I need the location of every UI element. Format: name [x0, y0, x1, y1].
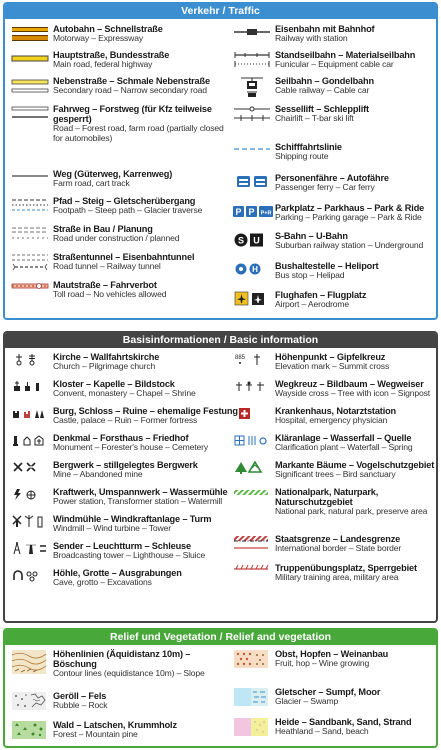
ferry-icon [233, 173, 271, 195]
railway-icon [233, 24, 271, 46]
tunnel-icon [11, 252, 49, 274]
contour-icon [11, 649, 49, 675]
mine-icon [11, 460, 49, 482]
svg-text:S: S [237, 235, 245, 246]
transmitter-icon [11, 541, 49, 563]
secondary-road-icon [11, 76, 49, 98]
orchard-icon [233, 649, 271, 671]
basic-info-legend-section: Basisinformationen / Basic information Kirche – Wallfahrtskirche Church – Pilgrimage church Kloster – Kapelle – Bildstock Convent, monastery – Chapel – Shrine Burg, Schloss – Ruine – ehemalige Festung Castle, palace – Ruin – Former fortress Denkmal – Forsthaus – Friedhof Monument – Forester's house – Cemetery Bergwerk – stillgelegtes Bergwerk Mine – Abandoned mine Kraftwerk, Umspannwerk – Wassermühle Power station, Transformer station – Watermill Windmühle – Windkraftanlage – Turm Windmill – Wind turbine – Tower Sender – Leuchtturm – Schleuse Broadcasting tower – Lighthouse – Sluice Höhle, Grotte – Ausgrabungen Cave, grotto – Excavations 885 Höhenpunkt – Gipfelkreuz Elevation mark – Summit cross Wegkreuz – Bildbaum – Wegweiser Wayside cross – Tree with icon – Signpost Krankenhaus, Notarztstation Hospital, emergency physician Kläranlage – Wasserfall – Quelle Clarification plant – Waterfall – Spring Markante Bäume – Vogelschutzgebiet Significant trees – Bird sanctuary Nationalpark, Naturpark, Naturschutzgebiet National park, natural park, preserve area Staatsgrenze – Landesgrenze International border – State border Truppenübungsplatz, Sperrgebiet Military training area, military area [3, 331, 438, 623]
monastery-icon [11, 379, 49, 401]
gondola-icon [233, 76, 271, 98]
rubble-icon [11, 691, 49, 713]
svg-text:P: P [248, 207, 255, 217]
airport-icon [233, 290, 271, 312]
basic-info-header: Basisinformationen / Basic information [5, 333, 436, 348]
summit-icon [233, 352, 271, 374]
bus-stop-icon [233, 261, 271, 283]
relief-header: Relief und Vegetation / Relief and vegetation [5, 630, 436, 645]
svg-text:885: 885 [235, 355, 246, 361]
waterfall-icon [233, 433, 271, 455]
footpath-icon [11, 196, 49, 218]
windmill-icon [11, 514, 49, 536]
svg-text:U: U [253, 235, 260, 246]
shipping-icon [233, 142, 271, 164]
castle-icon [11, 406, 49, 428]
relief-legend-section: Relief und Vegetation / Relief and vegetation Höhenlinien (Äquidistanz 10m) – Böschung Contour lines (equidistance 10m) – Slope Geröll – Fels Rubble – Rock Wald – Latschen, Krummholz Forest – Mountain pine Obst, Hopfen – Weinanbau Fruit, hop – Wine growing Gletscher – Sumpf, Moor Glacier – Swamp Heide – Sandbank, Sand, Strand Heathland – Sand, beach [3, 628, 438, 748]
wayside-cross-icon [233, 379, 271, 401]
traffic-legend-section: Verkehr / Traffic Autobahn – Schnellstraße Motorway – Expressway Hauptstraße, Bundesstraße Main road, federal highway Nebenstraße – Schmale Nebenstraße Secondary road – Narrow secondary road Fahrweg – Forstweg (für Kfz teilweise gesperrt) Road – Forest road, farm road (partially closed for automobiles) Weg (Güterweg, Karrenweg) Farm road, cart track Pfad – Steig – Gletscherübergang Footpath – Steep path – Glacier traverse Straße in Bau / Planung Road under construction / planned Straßentunnel – Eisenbahntunnel Road tunnel – Railway tunnel Mautstraße – Fahrverbot Toll road – No vehicles allowed Eisenbahn mit Bahnhof Railway with station Standseilbahn – Materialseilbahn Funicular – Equipment cable car Seilbahn – Gondelbahn Cable railway – Cable car Sessellift – Schlepplift Chairlift – T-bar ski lift Schifffahrtslinie Shipping route Personenfähre – Autofähre Passenger ferry – Car ferry P P P+R Parkplatz – Parkhaus – Park & Ride Parking – Parking garage – Park & Ride S U S-Bahn – U-Bahn Suburban railway station – Underground H Bushaltestelle – Heliport Bus stop – Helipad Flughafen – Flugplatz Airport – Aerodrome [3, 2, 438, 320]
national-park-icon [233, 487, 271, 509]
chairlift-icon [233, 104, 271, 126]
funicular-icon [233, 50, 271, 72]
border-icon [233, 534, 271, 556]
power-station-icon [11, 487, 49, 509]
church-icon [11, 352, 49, 374]
svg-text:P: P [235, 207, 242, 217]
motorway-icon [11, 24, 49, 46]
military-area-icon [233, 563, 271, 585]
monument-icon [11, 433, 49, 455]
parking-icon [233, 203, 273, 225]
cart-track-icon [11, 169, 49, 191]
main-road-icon [11, 50, 49, 72]
toll-road-icon [11, 280, 49, 302]
svg-text:H: H [252, 265, 258, 274]
traffic-header: Verkehr / Traffic [5, 4, 436, 19]
glacier-icon [233, 687, 271, 709]
svg-text:P+R: P+R [260, 210, 272, 217]
sbahn-icon [233, 231, 271, 253]
trees-icon [233, 460, 271, 482]
forest-road-icon [11, 104, 49, 126]
forest-icon [11, 720, 49, 742]
heath-icon [233, 717, 271, 739]
road-construction-icon [11, 224, 49, 246]
cave-icon [11, 568, 49, 590]
hospital-icon [233, 406, 271, 428]
